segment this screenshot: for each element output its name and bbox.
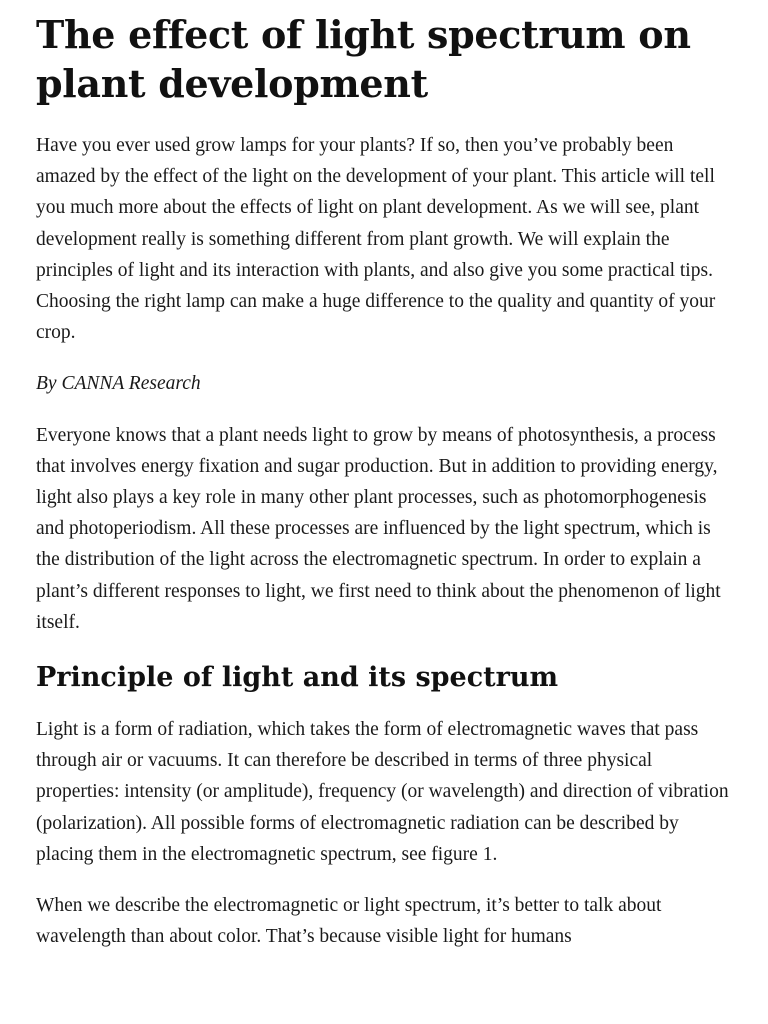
body-paragraph-photosynthesis: Everyone knows that a plant needs light to grow by means of photosynthesis, a process that involves energy fixation and sugar production. But in addition to providing energy, light also plays a key role in many other plant processes, such as photomorphogenesis and photoperiodism. All these processes are influenced by the light spectrum, which is the distribution of the light across the electromagnetic spectrum. In order to explain a plant’s different responses to light, we first need to think about the phenomenon of light itself. <box>36 424 721 633</box>
body-paragraph-wavelength: When we describe the electromagnetic or light spectrum, it’s better to talk about wavelength than about color. That’s because visible light for humans <box>36 895 662 948</box>
article <box>36 0 736 952</box>
body-paragraph-radiation: Light is a form of radiation, which takes the form of electromagnetic waves that pass through air or vacuums. It can therefore be described in terms of three physical properties: intensity (or amplitude), frequency (or wavelength) and direction of vibration (polarization). All possible forms of electromagnetic radiation can be described by placing them in the electromagnetic spectrum, see figure 1. <box>36 719 729 865</box>
author-byline: By CANNA Research <box>36 373 201 395</box>
intro-paragraph: Have you ever used grow lamps for your plants? If so, then you’ve probably been amazed by the effect of the light on the development of your plant. This article will tell you much more about the effects of light on plant development. As we will see, plant development really is something different from plant growth. We will explain the principles of light and its interaction with plants, and also give you some practical tips. Choosing the right lamp can make a huge difference to the quality and quantity of your crop. <box>36 135 716 344</box>
section-heading-light-spectrum: Principle of light and its spectrum <box>36 662 559 694</box>
article-title: The effect of light spectrum on plant development <box>36 12 691 106</box>
